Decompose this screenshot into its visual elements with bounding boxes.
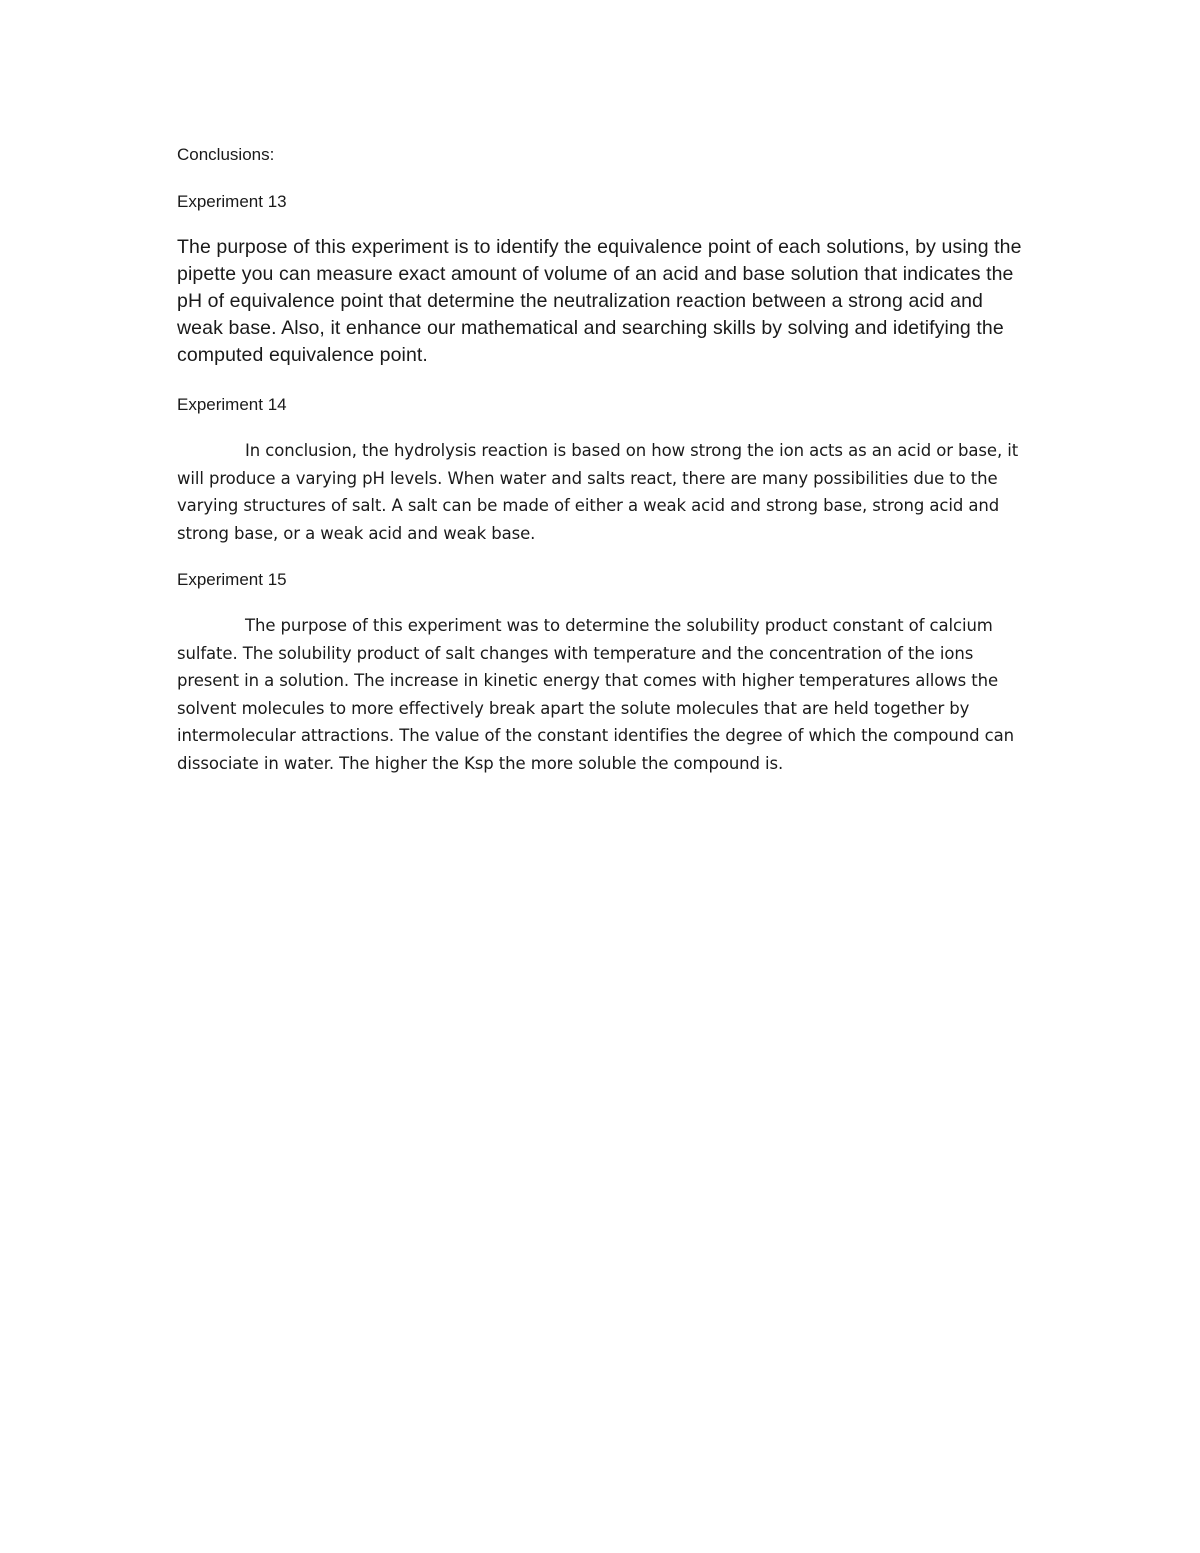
- experiment-13-paragraph: The purpose of this experiment is to identify the equivalence point of each solutions, by using the pipette you can measure exact amount of volume of an acid and base solution that indicates the pH of equivalence point that determine the neutralization reaction between a strong acid and weak base. Also, it enhance our mathematical and searching skills by solving and idetifying the computed equivalence point.: [177, 236, 1022, 366]
- experiment-13-title: Experiment 13: [177, 192, 287, 211]
- experiment-14-paragraph: In conclusion, the hydrolysis reaction is based on how strong the ion acts as an acid or base, it will produce a varying pH levels. When water and salts react, there are many possibilities due to the varying structures of salt. A salt can be made of either a weak acid and strong base, strong acid and strong base, or a weak acid and weak base.: [177, 441, 1019, 543]
- conclusions-heading: Conclusions:: [177, 145, 275, 164]
- experiment-15-paragraph: The purpose of this experiment was to determine the solubility product constant of calcium sulfate. The solubility product of salt changes with temperature and the concentration of the ions present in a solution. The increase in kinetic energy that comes with higher temperatures allows the solvent molecules to more effectively break apart the solute molecules that are held together by intermolecular attractions. The value of the constant identifies the degree of which the compound can dissociate in water. The higher the Ksp the more soluble the compound is.: [177, 616, 1014, 773]
- experiment-15-title: Experiment 15: [177, 570, 287, 589]
- experiment-14-title: Experiment 14: [177, 395, 287, 414]
- document-page: [177, 141, 1027, 796]
